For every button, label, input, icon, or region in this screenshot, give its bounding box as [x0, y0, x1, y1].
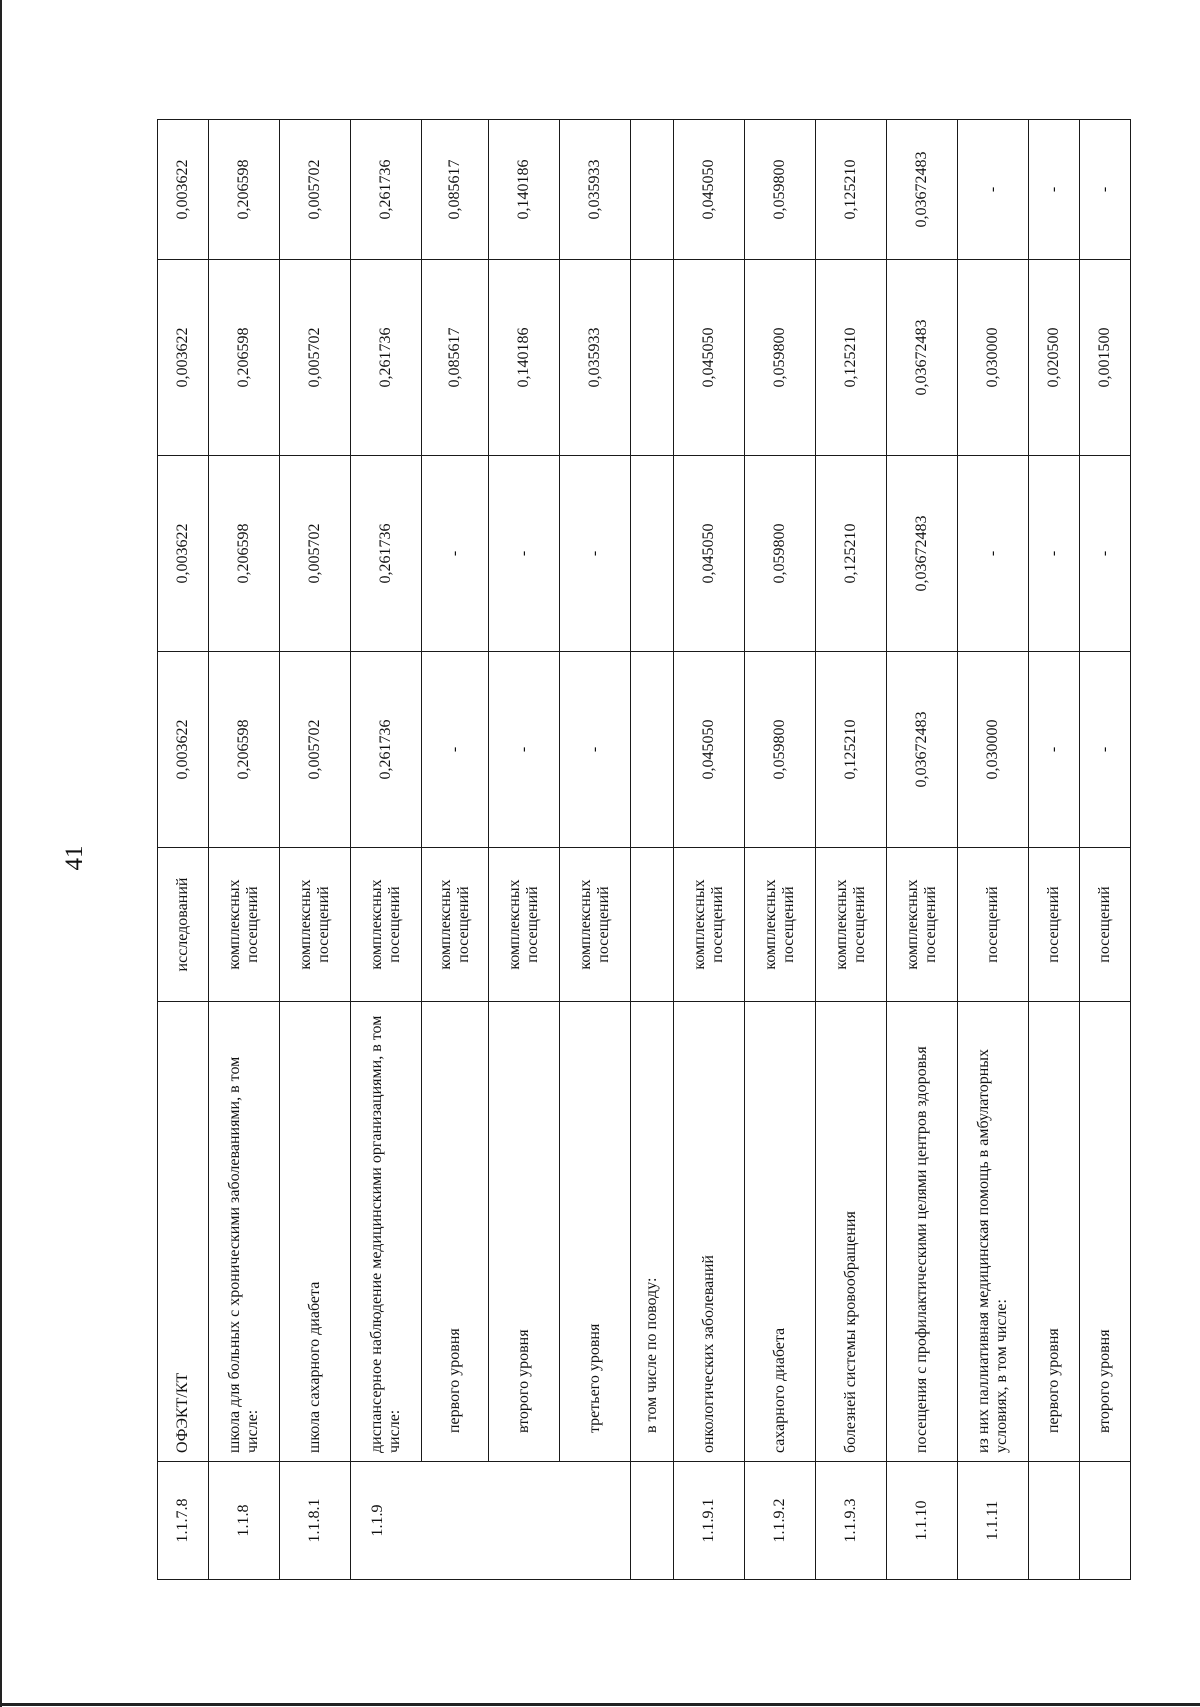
- row-value-1: 0,005702: [280, 652, 351, 848]
- row-value-1: 0,045050: [674, 652, 745, 848]
- row-value-1: 0,030000: [958, 652, 1029, 848]
- table-row: [560, 120, 631, 1580]
- row-value-1: -: [1080, 652, 1131, 848]
- row-value-3: 0,059800: [745, 260, 816, 456]
- row-value-2: [631, 456, 674, 652]
- row-value-2: 0,059800: [745, 456, 816, 652]
- row-value-3: 0,035933: [560, 260, 631, 456]
- row-code: 1.1.8: [209, 1462, 280, 1580]
- row-value-3: 0,125210: [816, 260, 887, 456]
- row-unit: посещений: [1080, 848, 1131, 1002]
- row-name: сахарного диабета: [745, 1002, 816, 1462]
- row-name: посещения с профилактическими целями центров здоровья: [887, 1002, 958, 1462]
- row-code: [1080, 1462, 1131, 1580]
- row-name: первого уровня: [422, 1002, 489, 1462]
- row-unit: комплексных посещений: [280, 848, 351, 1002]
- row-value-3: 0,085617: [422, 260, 489, 456]
- data-table: [157, 119, 1131, 1580]
- row-value-1: 0,059800: [745, 652, 816, 848]
- row-value-1: -: [489, 652, 560, 848]
- row-value-1: -: [560, 652, 631, 848]
- row-unit: комплексных посещений: [489, 848, 560, 1002]
- row-name: школа для больных с хроническими заболеваниями, в том числе:: [209, 1002, 280, 1462]
- row-code: 1.1.11: [958, 1462, 1029, 1580]
- row-value-4: 0,003622: [158, 120, 209, 260]
- row-unit: комплексных посещений: [816, 848, 887, 1002]
- row-code: 1.1.7.8: [158, 1462, 209, 1580]
- row-unit: посещений: [958, 848, 1029, 1002]
- row-value-2: -: [1029, 456, 1080, 652]
- row-value-4: 0,125210: [816, 120, 887, 260]
- row-unit: комплексных посещений: [887, 848, 958, 1002]
- row-value-3: 0,005702: [280, 260, 351, 456]
- row-code: 1.1.9.1: [674, 1462, 745, 1580]
- table-row: [1029, 120, 1080, 1580]
- row-code: 1.1.9.3: [816, 1462, 887, 1580]
- table-row: [422, 120, 489, 1580]
- table-row: [816, 120, 887, 1580]
- row-value-3: 0,206598: [209, 260, 280, 456]
- row-code: [631, 1462, 674, 1580]
- row-value-4: 0,005702: [280, 120, 351, 260]
- row-value-3: 0,261736: [351, 260, 422, 456]
- scan-left-border: [0, 0, 2, 1707]
- row-value-2: 0,206598: [209, 456, 280, 652]
- row-value-4: 0,035933: [560, 120, 631, 260]
- table-row: [489, 120, 560, 1580]
- row-value-3: 0,03672483: [887, 260, 958, 456]
- row-unit: комплексных посещений: [745, 848, 816, 1002]
- row-code: 1.1.9.2: [745, 1462, 816, 1580]
- row-value-2: -: [958, 456, 1029, 652]
- row-name: в том числе по поводу:: [631, 1002, 674, 1462]
- row-value-4: [631, 120, 674, 260]
- table-row: [674, 120, 745, 1580]
- row-name: третьего уровня: [560, 1002, 631, 1462]
- table-row: [745, 120, 816, 1580]
- row-code: 1.1.10: [887, 1462, 958, 1580]
- table-row: [958, 120, 1029, 1580]
- row-name: болезней системы кровообращения: [816, 1002, 887, 1462]
- row-value-2: 0,261736: [351, 456, 422, 652]
- row-value-1: [631, 652, 674, 848]
- row-value-1: -: [422, 652, 489, 848]
- row-value-3: 0,001500: [1080, 260, 1131, 456]
- row-value-2: 0,03672483: [887, 456, 958, 652]
- row-name: ОФЭКТ/КТ: [158, 1002, 209, 1462]
- row-value-2: 0,005702: [280, 456, 351, 652]
- row-value-4: 0,059800: [745, 120, 816, 260]
- row-unit: комплексных посещений: [560, 848, 631, 1002]
- rotated-table-container: [157, 120, 1113, 1580]
- row-value-3: 0,003622: [158, 260, 209, 456]
- row-value-1: 0,261736: [351, 652, 422, 848]
- row-name: из них паллиативная медицинская помощь в амбулаторных условиях, в том числе:: [958, 1002, 1029, 1462]
- row-value-2: -: [422, 456, 489, 652]
- row-name: диспансерное наблюдение медицинскими организациями, в том числе:: [351, 1002, 422, 1462]
- page-number: 41: [61, 845, 88, 871]
- row-value-3: 0,020500: [1029, 260, 1080, 456]
- table-row: [631, 120, 674, 1580]
- row-value-1: 0,003622: [158, 652, 209, 848]
- table-row: [351, 120, 422, 1580]
- row-value-4: 0,140186: [489, 120, 560, 260]
- row-value-3: [631, 260, 674, 456]
- row-value-4: 0,206598: [209, 120, 280, 260]
- table-row: [1080, 120, 1131, 1580]
- row-name: онкологических заболеваний: [674, 1002, 745, 1462]
- row-value-4: 0,261736: [351, 120, 422, 260]
- row-unit: комплексных посещений: [209, 848, 280, 1002]
- row-value-2: 0,045050: [674, 456, 745, 652]
- row-value-4: -: [958, 120, 1029, 260]
- row-value-2: -: [1080, 456, 1131, 652]
- table-row: [209, 120, 280, 1580]
- row-value-1: 0,206598: [209, 652, 280, 848]
- row-value-1: 0,03672483: [887, 652, 958, 848]
- row-value-3: 0,140186: [489, 260, 560, 456]
- row-unit: комплексных посещений: [674, 848, 745, 1002]
- row-code: 1.1.8.1: [280, 1462, 351, 1580]
- row-unit: [631, 848, 674, 1002]
- row-name: первого уровня: [1029, 1002, 1080, 1462]
- scan-bottom-border: [0, 1703, 1200, 1706]
- row-value-4: -: [1029, 120, 1080, 260]
- row-value-2: 0,125210: [816, 456, 887, 652]
- row-value-1: 0,125210: [816, 652, 887, 848]
- row-unit: комплексных посещений: [422, 848, 489, 1002]
- row-value-2: 0,003622: [158, 456, 209, 652]
- row-value-4: 0,085617: [422, 120, 489, 260]
- table-row: [280, 120, 351, 1580]
- row-value-2: -: [560, 456, 631, 652]
- row-value-1: -: [1029, 652, 1080, 848]
- table-row: [158, 120, 209, 1580]
- row-name: школа сахарного диабета: [280, 1002, 351, 1462]
- row-name: второго уровня: [489, 1002, 560, 1462]
- row-value-3: 0,030000: [958, 260, 1029, 456]
- table-row: [887, 120, 958, 1580]
- row-value-4: 0,045050: [674, 120, 745, 260]
- row-value-3: 0,045050: [674, 260, 745, 456]
- row-name: второго уровня: [1080, 1002, 1131, 1462]
- row-value-4: -: [1080, 120, 1131, 260]
- row-unit: комплексных посещений: [351, 848, 422, 1002]
- row-value-2: -: [489, 456, 560, 652]
- row-unit: посещений: [1029, 848, 1080, 1002]
- row-value-4: 0,03672483: [887, 120, 958, 260]
- row-code: [1029, 1462, 1080, 1580]
- row-code: 1.1.9: [351, 1462, 631, 1580]
- row-unit: исследований: [158, 848, 209, 1002]
